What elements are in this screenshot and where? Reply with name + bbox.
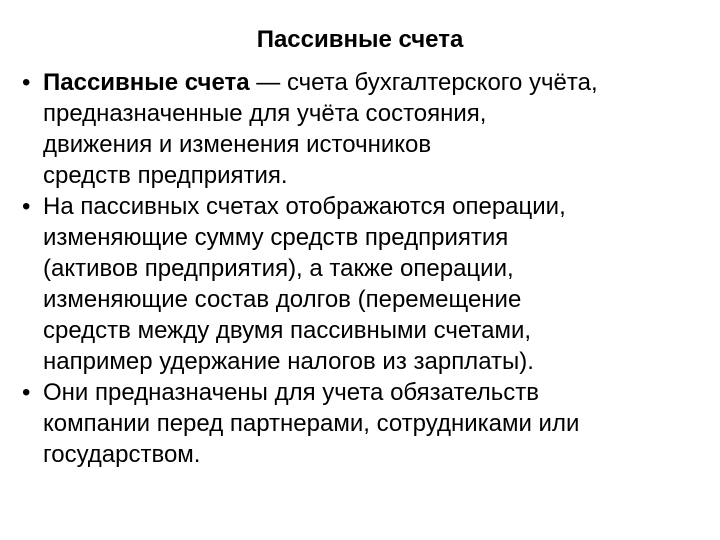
bullet-line: движения и изменения источников <box>43 131 432 158</box>
bullet-list <box>22 67 712 470</box>
bullet-line: (активов предприятия), а также операции, <box>43 255 514 282</box>
bullet-line: На пассивных счетах отображаются операции, <box>43 193 566 220</box>
bullet-line: изменяющие сумму средств предприятия <box>43 224 509 251</box>
bullet-item-definition <box>22 67 712 191</box>
bullet-line: средств между двумя пассивными счетами, <box>43 317 532 344</box>
bullet-line: средств предприятия. <box>43 162 288 189</box>
bullet-marker: • <box>22 193 31 220</box>
bullet-marker: • <box>22 379 31 406</box>
bullet-marker: • <box>22 69 31 96</box>
bullet-item-obligations <box>22 377 712 470</box>
slide-title: Пассивные счета <box>256 26 464 53</box>
bullet-line: государством. <box>43 441 201 468</box>
bullet-line-rest: — счета бухгалтерского учёта, <box>249 69 598 96</box>
bullet-item-operations <box>22 191 712 377</box>
bullet-term: Пассивные счета <box>43 69 250 96</box>
bullet-line: например удержание налогов из зарплаты). <box>43 348 534 375</box>
bullet-line: компании перед партнерами, сотрудниками или <box>43 410 580 437</box>
bullet-line: изменяющие состав долгов (перемещение <box>43 286 522 313</box>
bullet-line: Они предназначены для учета обязательств <box>43 379 539 406</box>
bullet-line: предназначенные для учёта состояния, <box>43 100 487 127</box>
bullet-line <box>43 67 712 98</box>
